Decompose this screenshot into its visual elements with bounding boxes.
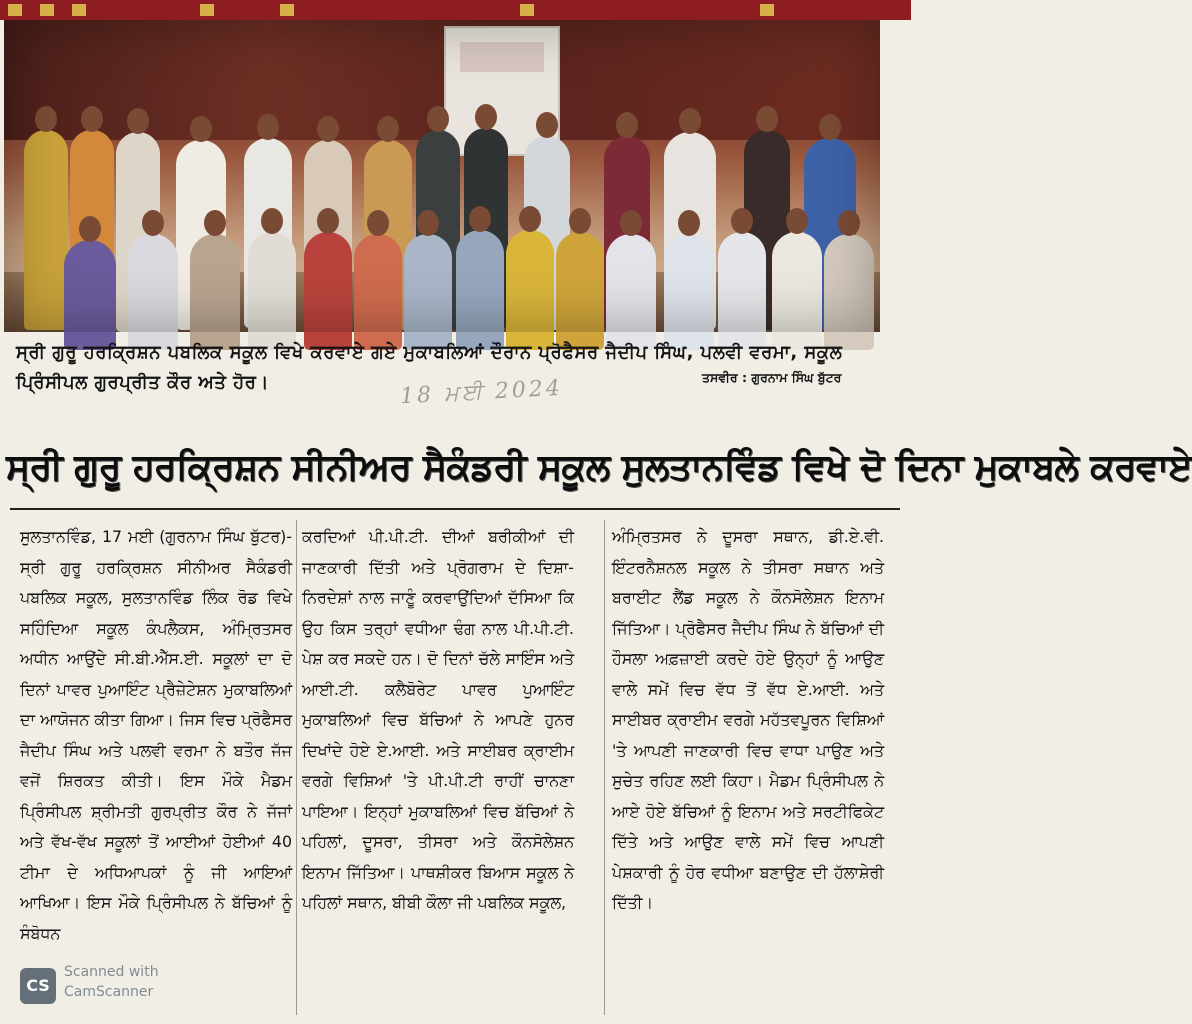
newspaper-top-strip bbox=[0, 0, 911, 20]
camscanner-logo-icon: CS bbox=[20, 968, 56, 1004]
article-headline: ਸ੍ਰੀ ਗੁਰੂ ਹਰਕ੍ਰਿਸ਼ਨ ਸੀਨੀਅਰ ਸੈਕੰਡਰੀ ਸਕੂਲ ਸੁਲਤਾਨਵਿੰਡ ਵਿਖੇ ਦੋ ਦਿਨਾ ਮੁਕਾਬਲੇ ਕਰਵਾਏ bbox=[6, 446, 1192, 488]
watermark-line-1: Scanned with bbox=[64, 964, 159, 980]
photo-credit: ਤਸਵੀਰ : ਗੁਰਨਾਮ ਸਿੰਘ ਬੁੱਟਰ bbox=[702, 370, 842, 385]
headline-rule bbox=[10, 508, 900, 510]
camscanner-watermark bbox=[20, 960, 290, 1010]
photo-caption: ਸ੍ਰੀ ਗੁਰੂ ਹਰਕ੍ਰਿਸ਼ਨ ਪਬਲਿਕ ਸਕੂਲ ਵਿਖੇ ਕਰਵਾਏ ਗਏ ਮੁਕਾਬਲਿਆਂ ਦੌਰਾਨ ਪ੍ਰੋਫੈਸਰ ਜੈਦੀਪ ਸਿੰਘ, ਪਲਵੀ ਵਰਮਾ, ਸਕੂਲ ਪ੍ਰਿੰਸੀਪਲ ਗੁਰਪ੍ਰੀਤ ਕੌਰ ਅਤੇ ਹੋਰ। bbox=[16, 342, 843, 393]
group-photo bbox=[4, 20, 880, 332]
watermark-line-2: CamScanner bbox=[64, 984, 154, 1000]
article-column-3: ਅੰਮ੍ਰਿਤਸਰ ਨੇ ਦੂਸਰਾ ਸਥਾਨ, ਡੀ.ਏ.ਵੀ. ਇੰਟਰਨੈਸ਼ਨਲ ਸਕੂਲ ਨੇ ਤੀਸਰਾ ਸਥਾਨ ਅਤੇ ਬਰਾਈਟ ਲੈਂਡ ਸਕੂਲ ਨੇ ਕੌਨਸੋਲੇਸ਼ਨ ਇਨਾਮ ਜਿੱਤਿਆ। ਪ੍ਰੋਫੈਸਰ ਜੈਦੀਪ ਸਿੰਘ ਨੇ ਬੱਚਿਆਂ ਦੀ ਹੌਸਲਾ ਅਫ਼ਜ਼ਾਈ ਕਰਦੇ ਹੋਏ ਉਨ੍ਹਾਂ ਨੂੰ ਆਉਣ ਵਾਲੇ ਸਮੇਂ ਵਿਚ ਵੱਧ ਤੋਂ ਵੱਧ ਏ.ਆਈ. ਅਤੇ ਸਾਈਬਰ ਕ੍ਰਾਈਮ ਵਰਗੇ ਮਹੱਤਵਪੂਰਨ ਵਿਸ਼ਿਆਂ 'ਤੇ ਆਪਣੀ ਜਾਣਕਾਰੀ ਵਿਚ ਵਾਧਾ ਪਾਉਣ ਅਤੇ ਸੁਚੇਤ ਰਹਿਣ ਲਈ ਕਿਹਾ। ਮੈਡਮ ਪ੍ਰਿੰਸੀਪਲ ਨੇ ਆਏ ਹੋਏ ਬੱਚਿਆਂ ਨੂੰ ਇਨਾਮ ਅਤੇ ਸਰਟੀਫਿਕੇਟ ਦਿੱਤੇ ਅਤੇ ਆਉਣ ਵਾਲੇ ਸਮੇਂ ਵਿਚ ਆਪਣੀ ਪੇਸ਼ਕਾਰੀ ਨੂੰ ਹੋਰ ਵਧੀਆ ਬਣਾਉਣ ਦੀ ਹੱਲਾਸ਼ੇਰੀ ਦਿੱਤੀ। bbox=[612, 527, 884, 912]
column-divider bbox=[296, 520, 297, 1015]
article-column-2: ਕਰਦਿਆਂ ਪੀ.ਪੀ.ਟੀ. ਦੀਆਂ ਬਰੀਕੀਆਂ ਦੀ ਜਾਣਕਾਰੀ ਦਿੱਤੀ ਅਤੇ ਪ੍ਰੋਗਰਾਮ ਦੇ ਦਿਸ਼ਾ-ਨਿਰਦੇਸ਼ਾਂ ਨਾਲ ਜਾਣੂੰ ਕਰਵਾਉਂਦਿਆਂ ਦੱਸਿਆ ਕਿ ਉਹ ਕਿਸ ਤਰ੍ਹਾਂ ਵਧੀਆ ਢੰਗ ਨਾਲ ਪੀ.ਪੀ.ਟੀ. ਪੇਸ਼ ਕਰ ਸਕਦੇ ਹਨ। ਦੋ ਦਿਨਾਂ ਚੱਲੇ ਸਾਇੰਸ ਅਤੇ ਆਈ.ਟੀ. ਕਲੈਬੋਰੇਟ ਪਾਵਰ ਪੁਆਇੰਟ ਮੁਕਾਬਲਿਆਂ ਵਿਚ ਬੱਚਿਆਂ ਨੇ ਆਪਣੇ ਹੁਨਰ ਦਿਖਾਂਦੇ ਹੋਏ ਏ.ਆਈ. ਅਤੇ ਸਾਈਬਰ ਕ੍ਰਾਈਮ ਵਰਗੇ ਵਿਸ਼ਿਆਂ 'ਤੇ ਪੀ.ਪੀ.ਟੀ ਰਾਹੀਂ ਚਾਨਣਾ ਪਾਇਆ। ਇਨ੍ਹਾਂ ਮੁਕਾਬਲਿਆਂ ਵਿਚ ਬੱਚਿਆਂ ਨੇ ਪਹਿਲਾਂ, ਦੂਸਰਾ, ਤੀਸਰਾ ਅਤੇ ਕੌਨਸੋਲੇਸ਼ਨ ਇਨਾਮ ਜਿੱਤਿਆ। ਪਾਥਸ਼ੀਕਰ ਬਿਆਸ ਸਕੂਲ ਨੇ ਪਹਿਲਾਂ ਸਥਾਨ, ਬੀਬੀ ਕੌਲਾ ਜੀ ਪਬਲਿਕ ਸਕੂਲ, bbox=[302, 527, 574, 912]
date-stamp: 18 ਮਈ 2024 bbox=[399, 375, 564, 410]
article-column-1: ਸੁਲਤਾਨਵਿੰਡ, 17 ਮਈ (ਗੁਰਨਾਮ ਸਿੰਘ ਬੁੱਟਰ)-ਸ੍ਰੀ ਗੁਰੂ ਹਰਕ੍ਰਿਸ਼ਨ ਸੀਨੀਅਰ ਸੈਕੰਡਰੀ ਪਬਲਿਕ ਸਕੂਲ, ਸੁਲਤਾਨਵਿੰਡ ਲਿੰਕ ਰੋਡ ਵਿਖੇ ਸਹਿੰਦਿਆ ਸਕੂਲ ਕੰਪਲੈਕਸ, ਅੰਮ੍ਰਿਤਸਰ ਅਧੀਨ ਆਉਂਦੇ ਸੀ.ਬੀ.ਐੱਸ.ਈ. ਸਕੂਲਾਂ ਦਾ ਦੋ ਦਿਨਾਂ ਪਾਵਰ ਪੁਆਇੰਟ ਪ੍ਰੈਜ਼ੇਟੇਸ਼ਨ ਮੁਕਾਬਲਿਆਂ ਦਾ ਆਯੋਜਨ ਕੀਤਾ ਗਿਆ। ਜਿਸ ਵਿਚ ਪ੍ਰੋਫੈਸਰ ਜੈਦੀਪ ਸਿੰਘ ਅਤੇ ਪਲਵੀ ਵਰਮਾ ਨੇ ਬਤੌਰ ਜੱਜ ਵਜੋਂ ਸ਼ਿਰਕਤ ਕੀਤੀ। ਇਸ ਮੌਕੇ ਮੈਡਮ ਪ੍ਰਿੰਸੀਪਲ ਸ਼੍ਰੀਮਤੀ ਗੁਰਪ੍ਰੀਤ ਕੌਰ ਨੇ ਜੱਜਾਂ ਅਤੇ ਵੱਖ-ਵੱਖ ਸਕੂਲਾਂ ਤੋਂ ਆਈਆਂ ਹੋਈਆਂ 40 ਟੀਮਾ ਦੇ ਅਧਿਆਪਕਾਂ ਨੂੰ ਜੀ ਆਇਆਂ ਆਖਿਆ। ਇਸ ਮੌਕੇ ਪ੍ਰਿੰਸੀਪਲ ਨੇ ਬੱਚਿਆਂ ਨੂੰ ਸੰਬੋਧਨ bbox=[20, 527, 292, 943]
column-divider bbox=[604, 520, 605, 1015]
